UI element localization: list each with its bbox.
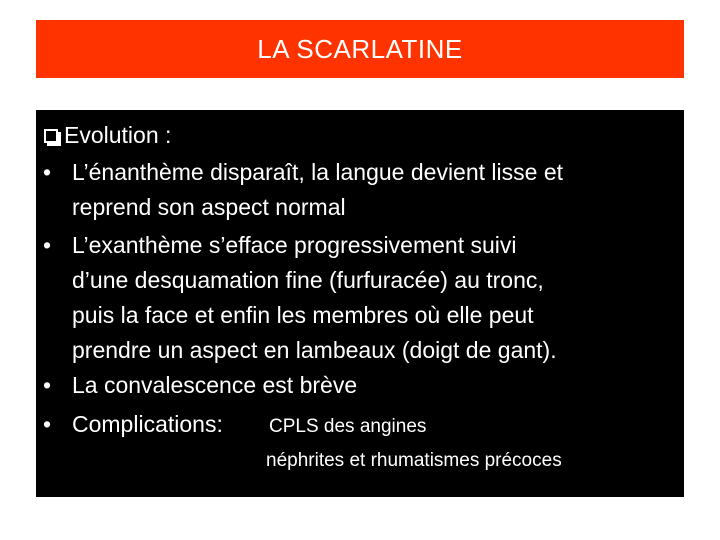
bullet-dot: • [43, 411, 52, 437]
bullet-line: reprend son aspect normal [72, 194, 346, 220]
section-heading [44, 121, 171, 149]
bullet-line: L’énanthème disparaît, la langue devient lisse et [72, 159, 563, 185]
slide-title: LA SCARLATINE [257, 33, 463, 64]
complications-label: Complications: [72, 411, 223, 437]
checkbox-icon [44, 129, 58, 143]
bullet-dot: • [43, 372, 52, 398]
complication-detail: néphrites et rhumatismes précoces [266, 450, 562, 471]
bullet-line: puis la face et enfin les membres où elle peut [72, 302, 534, 328]
bullet-dot: • [43, 159, 52, 185]
bullet-text [72, 155, 563, 225]
bullet-dot: • [43, 232, 52, 258]
complication-detail: CPLS des angines [269, 416, 427, 437]
title-bar [36, 20, 684, 78]
bullet-line: prendre un aspect en lambeaux (doigt de gant). [72, 337, 557, 363]
bullet-line: La convalescence est brève [72, 372, 358, 398]
bullet-text [72, 368, 357, 403]
section-heading-text: Evolution : [64, 122, 172, 148]
bullet-line: d’une desquamation fine (furfuracée) au tronc, [72, 267, 544, 293]
content-box [36, 110, 684, 497]
bullet-text [72, 228, 557, 368]
bullet-line: L’exanthème s’efface progressivement suivi [72, 232, 517, 258]
